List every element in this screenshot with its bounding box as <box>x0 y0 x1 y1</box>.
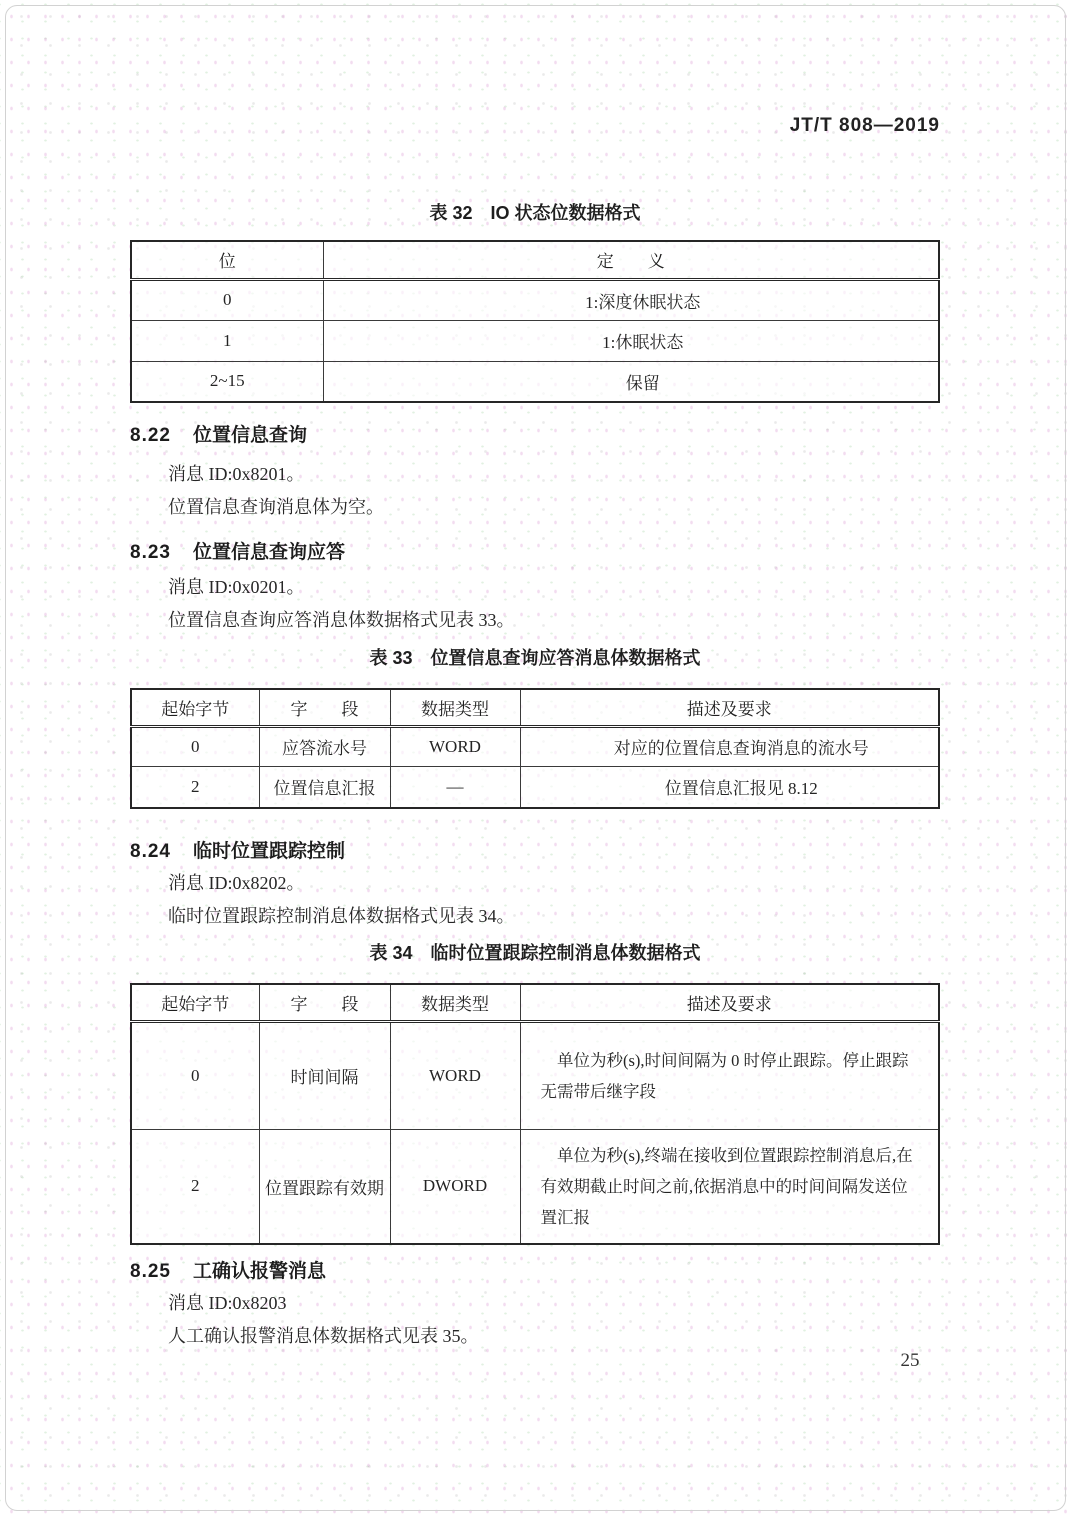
body-line: 人工确认报警消息体数据格式见表 35。 <box>168 1326 479 1346</box>
cell-description: 单位为秒(s),时间间隔为 0 时停止跟踪。停止跟踪无需带后继字段 <box>520 1021 939 1129</box>
section-8-25-body <box>130 1287 910 1353</box>
table-33-header-row <box>131 689 939 726</box>
col-header-field: 字 段 <box>259 689 390 726</box>
table-row <box>131 1021 939 1129</box>
col-header-description: 描述及要求 <box>520 689 939 726</box>
section-8-23-body <box>130 571 910 637</box>
cell-bit: 2~15 <box>131 361 323 402</box>
cell-definition: 1:深度休眠状态 <box>323 279 939 320</box>
table-32-header-row <box>131 241 939 279</box>
body-line: 消息 ID:0x8203 <box>168 1293 287 1313</box>
section-number: 8.24 <box>130 841 171 862</box>
col-header-data-type: 数据类型 <box>390 689 520 726</box>
table-34 <box>130 983 940 1245</box>
cell-description: 单位为秒(s),终端在接收到位置跟踪控制消息后,在有效期截止时间之前,依据消息中的时间间隔发送位置汇报 <box>520 1129 939 1244</box>
cell-start-byte: 0 <box>131 726 259 766</box>
table-33-title: 表 33 位置信息查询应答消息体数据格式 <box>369 648 701 668</box>
table-34-title: 表 34 临时位置跟踪控制消息体数据格式 <box>369 943 701 963</box>
cell-data-type: WORD <box>390 726 520 766</box>
body-line: 位置信息查询消息体为空。 <box>168 497 384 517</box>
body-line: 消息 ID:0x0201。 <box>168 577 305 597</box>
page-number: 25 <box>900 1350 920 1371</box>
cell-start-byte: 2 <box>131 1129 259 1244</box>
section-title: 工确认报警消息 <box>192 1261 326 1282</box>
section-heading-8-24 <box>130 836 345 863</box>
cell-start-byte: 0 <box>131 1021 259 1129</box>
table-row <box>131 726 939 766</box>
cell-field: 应答流水号 <box>259 726 390 766</box>
body-line: 位置信息查询应答消息体数据格式见表 33。 <box>168 610 515 630</box>
table-row <box>131 766 939 808</box>
cell-data-type: — <box>390 766 520 808</box>
table-row <box>131 1129 939 1244</box>
cell-field: 位置信息汇报 <box>259 766 390 808</box>
cell-description: 位置信息汇报见 8.12 <box>520 766 939 808</box>
cell-bit: 0 <box>131 279 323 320</box>
cell-field: 时间间隔 <box>259 1021 390 1129</box>
col-header-bit: 位 <box>131 241 323 279</box>
col-header-data-type: 数据类型 <box>390 984 520 1021</box>
section-8-24-body <box>130 867 910 933</box>
table-row <box>131 361 939 402</box>
section-number: 8.22 <box>130 425 171 446</box>
section-title: 位置信息查询应答 <box>192 542 345 563</box>
cell-definition: 保留 <box>323 361 939 402</box>
cell-data-type: WORD <box>390 1021 520 1129</box>
col-header-field: 字 段 <box>259 984 390 1021</box>
cell-field: 位置跟踪有效期 <box>259 1129 390 1244</box>
section-number: 8.25 <box>130 1261 171 1282</box>
cell-bit: 1 <box>131 320 323 361</box>
document-code-header: JT/T 808—2019 <box>789 115 940 136</box>
section-heading-8-25 <box>130 1256 326 1283</box>
body-line: 消息 ID:0x8202。 <box>168 873 305 893</box>
cell-start-byte: 2 <box>131 766 259 808</box>
table-row <box>131 279 939 320</box>
table-32 <box>130 240 940 403</box>
section-title: 临时位置跟踪控制 <box>192 841 345 862</box>
body-line: 临时位置跟踪控制消息体数据格式见表 34。 <box>168 906 515 926</box>
cell-description: 对应的位置信息查询消息的流水号 <box>520 726 939 766</box>
section-8-22-body <box>130 458 910 524</box>
section-number: 8.23 <box>130 542 171 563</box>
cell-definition: 1:休眠状态 <box>323 320 939 361</box>
col-header-description: 描述及要求 <box>520 984 939 1021</box>
table-33 <box>130 688 940 809</box>
section-title: 位置信息查询 <box>192 425 307 446</box>
col-header-definition: 定 义 <box>323 241 939 279</box>
col-header-start-byte: 起始字节 <box>131 984 259 1021</box>
table-34-header-row <box>131 984 939 1021</box>
section-heading-8-22 <box>130 420 307 447</box>
body-line: 消息 ID:0x8201。 <box>168 464 305 484</box>
cell-data-type: DWORD <box>390 1129 520 1244</box>
col-header-start-byte: 起始字节 <box>131 689 259 726</box>
table-32-title: 表 32 IO 状态位数据格式 <box>429 203 641 223</box>
table-row <box>131 320 939 361</box>
section-heading-8-23 <box>130 537 345 564</box>
